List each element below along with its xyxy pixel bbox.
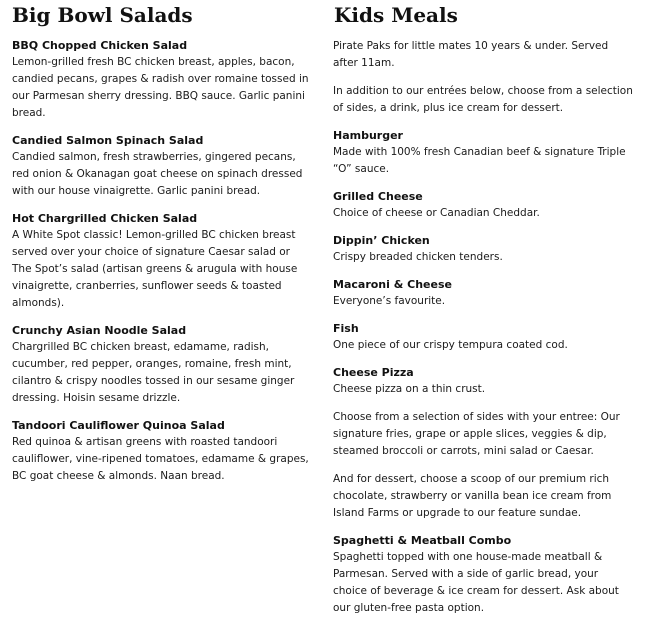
menu-item-title: Tandoori Cauliflower Quinoa Salad [12, 419, 225, 432]
menu-item-title: Grilled Cheese [333, 190, 423, 203]
menu-item-title: Cheese Pizza [333, 366, 414, 379]
menu-item [12, 418, 312, 485]
section-title-big-bowl-salads: Big Bowl Salads [12, 3, 193, 27]
menu-item [333, 128, 633, 178]
menu-item [12, 38, 312, 122]
menu-item-description: Made with 100% fresh Canadian beef & signature Triple “O” sauce. [333, 146, 626, 175]
menu-item-combo [333, 533, 633, 617]
menu-item-title: Macaroni & Cheese [333, 278, 452, 291]
menu-item [333, 233, 633, 266]
kids-intro-details: In addition to our entrées below, choose from a selection of sides, a drink, plus ice cream for dessert. [333, 85, 633, 114]
menu-item-description: Red quinoa & artisan greens with roasted tandoori cauliflower, vine-ripened tomatoes, edamame & grapes, BC goat cheese & almonds. Naan bread. [12, 436, 309, 482]
menu-item-title: Dippin’ Chicken [333, 234, 430, 247]
menu-item-title: Candied Salmon Spinach Salad [12, 134, 204, 147]
menu-item-description: Chargrilled BC chicken breast, edamame, radish, cucumber, red pepper, oranges, romaine, fresh mint, cilantro & crispy noodles tossed in our sesame ginger dressing. Hoisin sesame drizzle. [12, 341, 295, 404]
menu-item-description: Crispy breaded chicken tenders. [333, 251, 503, 263]
menu-item-description: Choice of cheese or Canadian Cheddar. [333, 207, 540, 219]
menu-item-title: Fish [333, 322, 359, 335]
menu-item [12, 211, 312, 312]
menu-item-description: Spaghetti topped with one house-made meatball & Parmesan. Served with a side of garlic bread, your choice of beverage & ice cream for dessert. Ask about our gluten-free pasta option. [333, 551, 619, 614]
menu-item [333, 189, 633, 222]
kids-sides-text: Choose from a selection of sides with your entree: Our signature fries, grape or apple slices, veggies & dip, steamed broccoli or carrots, mini salad or Caesar. [333, 411, 620, 457]
kids-meals-column [333, 0, 633, 628]
menu-item-description: Everyone’s favourite. [333, 295, 446, 307]
menu-item-description: Candied salmon, fresh strawberries, gingered pecans, red onion & Okanagan goat cheese on spinach dressed with our house vinaigrette. Garlic panini bread. [12, 151, 303, 197]
menu-item-description: A White Spot classic! Lemon-grilled BC chicken breast served over your choice of signature Caesar salad or The Spot’s salad (artisan greens & arugula with house vinaigrette, cranberries, sunflower seeds & toasted almonds). [12, 229, 298, 309]
section-title-kids-meals: Kids Meals [334, 3, 458, 27]
kids-intro-text: Pirate Paks for little mates 10 years & under. Served after 11am. [333, 40, 609, 69]
big-bowl-salads-column [12, 0, 312, 496]
menu-item-title: Spaghetti & Meatball Combo [333, 534, 512, 547]
menu-item-description: Cheese pizza on a thin crust. [333, 383, 486, 395]
menu-item [333, 277, 633, 310]
menu-item-title: Hamburger [333, 129, 403, 142]
menu-item-description: Lemon-grilled fresh BC chicken breast, apples, bacon, candied pecans, grapes & radish over romaine tossed in our Parmesan sherry dressing. BBQ sauce. Garlic panini bread. [12, 56, 309, 119]
menu-item-title: Hot Chargrilled Chicken Salad [12, 212, 198, 225]
menu-item-description: One piece of our crispy tempura coated cod. [333, 339, 568, 351]
menu-item-title: Crunchy Asian Noodle Salad [12, 324, 187, 337]
menu-item [333, 365, 633, 398]
menu-item [333, 321, 633, 354]
menu-item [12, 323, 312, 407]
menu-item [12, 133, 312, 200]
menu-item-title: BBQ Chopped Chicken Salad [12, 39, 188, 52]
kids-dessert-text: And for dessert, choose a scoop of our premium rich chocolate, strawberry or vanilla bean ice cream from Island Farms or upgrade to our feature sundae. [333, 473, 612, 519]
